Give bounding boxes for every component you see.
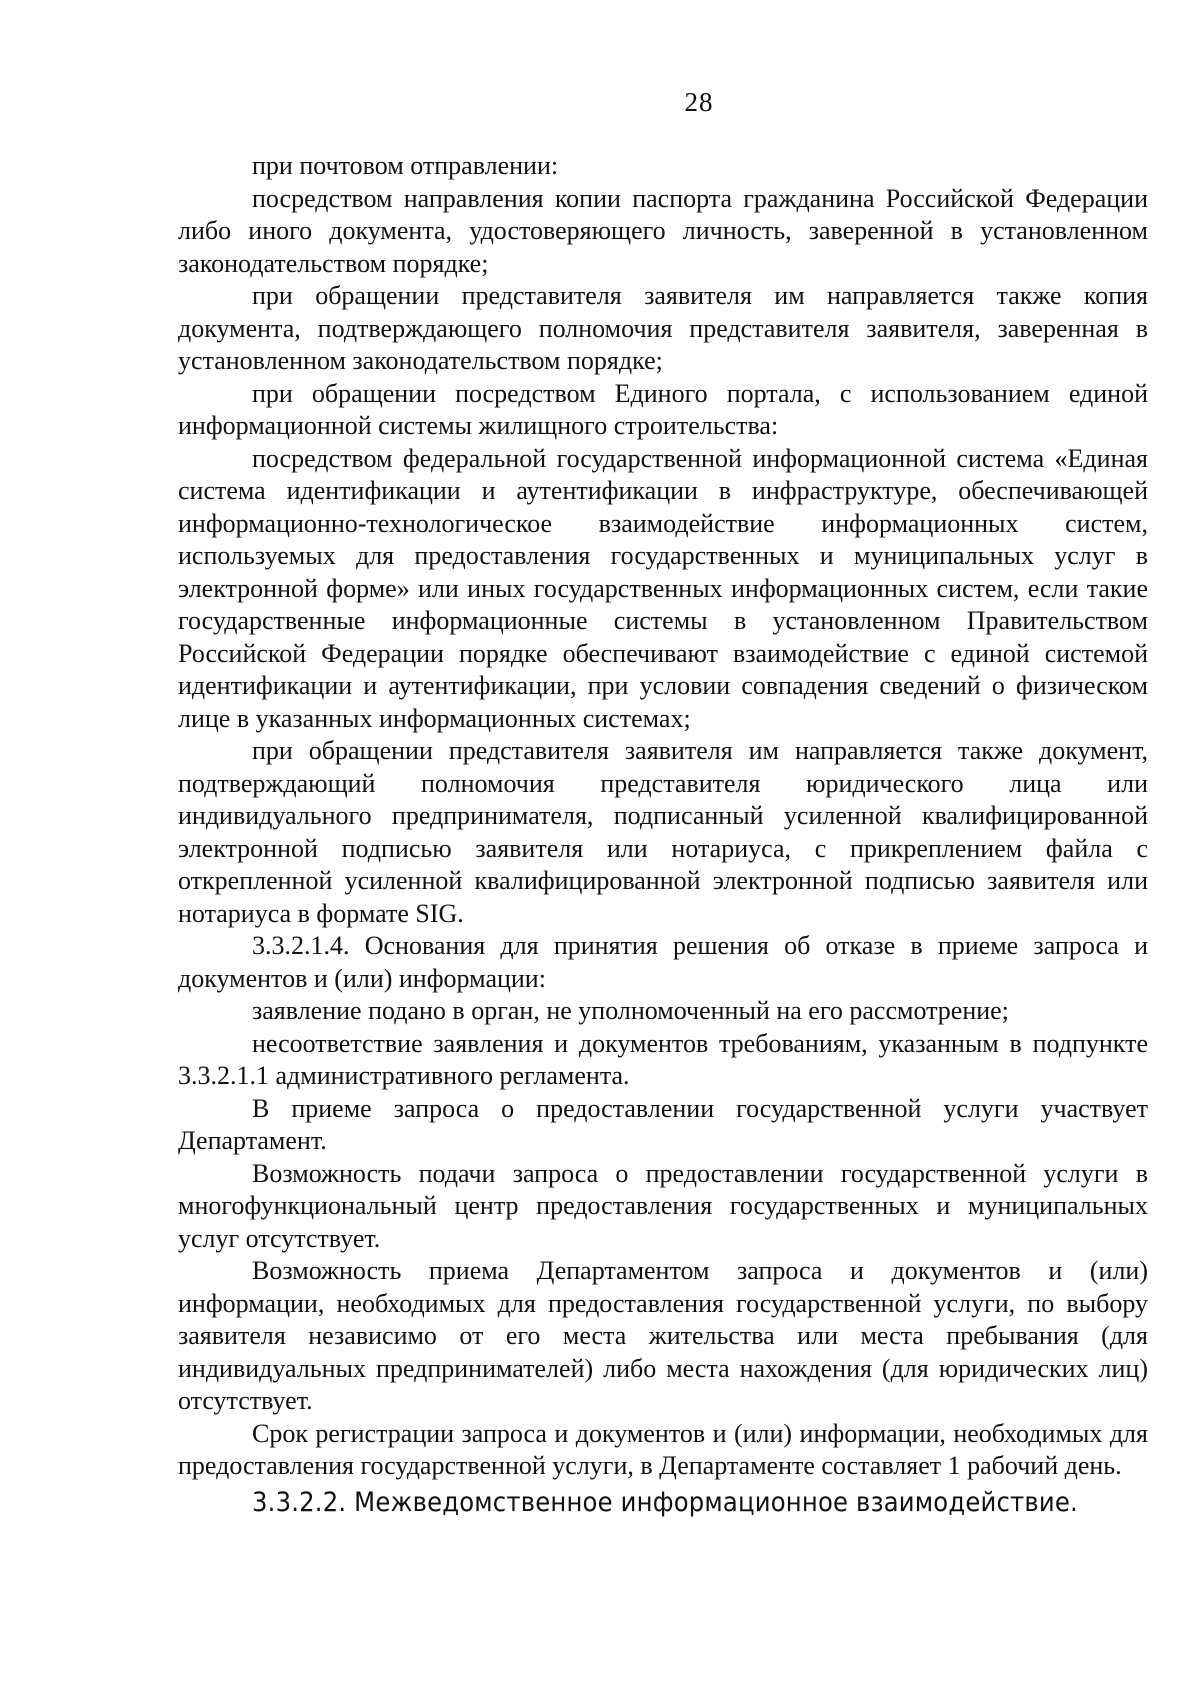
paragraph-passport-copy: посредством направления копии паспорта гражданина Российской Федерации либо иного документа, удостоверяющего личность, заверенной в установленном законодательством порядке; <box>178 183 1148 278</box>
paragraph-extraterritorial: Возможность приема Департаментом запроса и документов и (или) информации, необходимых для предоставления государственной услуги, по выбору заявителя независимо от его места жительства или места пребывания (для индивидуальных предпринимателей) либо места нахождения (для юридических лиц) отсутствует. <box>178 1256 1148 1415</box>
paragraph-refusal-grounds: 3.3.2.1.4. Основания для принятия решения об отказе в приеме запроса и документов и (или) информации: <box>178 931 1148 993</box>
paragraph-wrong-authority: заявление подано в орган, не уполномоченный на его рассмотрение; <box>252 996 1009 1025</box>
paragraph-department: В приеме запроса о предоставлении государственной услуги участвует Департамент. <box>178 1093 1148 1155</box>
paragraph-representative-document: при обращении представителя заявителя им направляется также документ, подтверждающий полномочия представителя юридического лица или индивидуального предпринимателя, подписанный усиленной квалифицированной электронной подписью заявителя или нотариуса, с прикреплением файла с открепленной усиленной квалифицированной электронной подписью заявителя или нотариуса в формате SIG. <box>178 736 1148 928</box>
document-body <box>178 150 1148 1519</box>
paragraph-esia: посредством федеральной государственной информационной система «Единая система идентификации и аутентификации в инфраструктуре, обеспечивающей информационно-технологическое взаимодействие информационных систем, используемых для предоставления государственных и муниципальных услуг в электронной форме» или иных государственных информационных систем, если такие государственные информационные системы в установленном Правительством Российской Федерации порядке обеспечивают взаимодействие с единой системой идентификации и аутентификации, при условии совпадения сведений о физическом лице в указанных информационных системах; <box>178 443 1148 733</box>
section-heading-interagency: 3.3.2.2. Межведомственное информационное взаимодействие. <box>252 1486 1078 1518</box>
paragraph-unified-portal: при обращении посредством Единого портала, с использованием единой информационной системы жилищного строительства: <box>178 378 1148 440</box>
paragraph-mfc: Возможность подачи запроса о предоставлении государственной услуги в многофункциональный центр предоставления государственных и муниципальных услуг отсутствует. <box>178 1158 1148 1253</box>
paragraph-postal: при почтовом отправлении: <box>252 151 559 180</box>
paragraph-representative-copy: при обращении представителя заявителя им направляется также копия документа, подтверждающего полномочия представителя заявителя, заверенная в установленном законодательством порядке; <box>178 281 1148 375</box>
page-number: 28 <box>684 87 714 117</box>
paragraph-nonconformity: несоответствие заявления и документов требованиям, указанным в подпункте 3.3.2.1.1 административного регламента. <box>178 1028 1148 1090</box>
paragraph-registration-term: Срок регистрации запроса и документов и (или) информации, необходимых для предоставления государственной услуги, в Департаменте составляет 1 рабочий день. <box>178 1418 1148 1480</box>
